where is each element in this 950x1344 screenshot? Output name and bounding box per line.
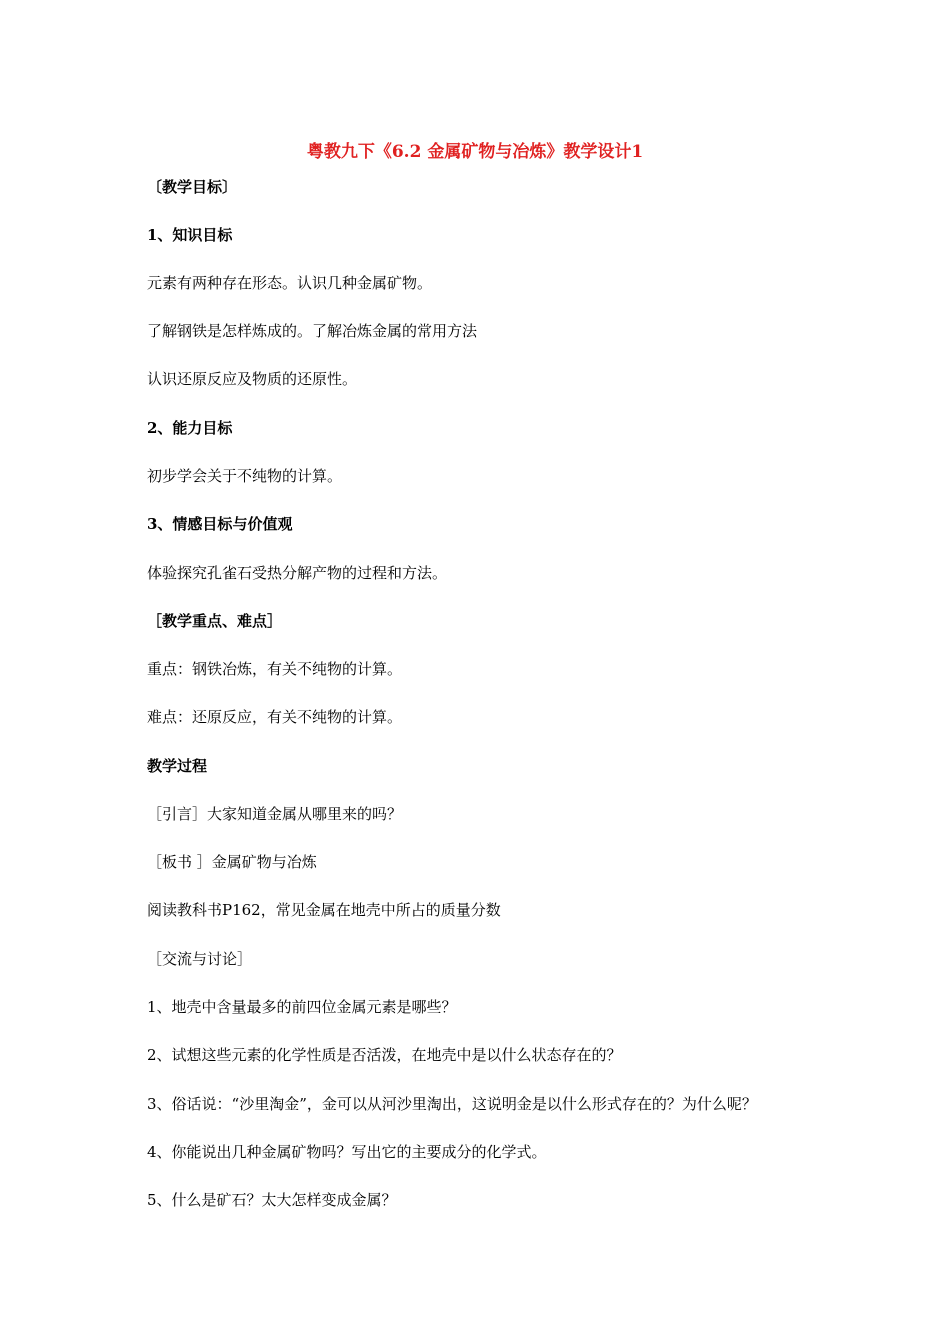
subheading-knowledge-goals: 1、知识目标 xyxy=(147,226,233,244)
paragraph-line: 认识还原反应及物质的还原性。 xyxy=(147,370,358,388)
question-item: 4、你能说出几种金属矿物吗？写出它的主要成分的化学式。 xyxy=(147,1143,547,1161)
paragraph-line: 重点：钢铁冶炼，有关不纯物的计算。 xyxy=(147,660,403,678)
paragraph-line: 难点：还原反应，有关不纯物的计算。 xyxy=(147,708,403,726)
section-heading-process: 教学过程 xyxy=(147,757,208,775)
paragraph-line: 体验探究孔雀石受热分解产物的过程和方法。 xyxy=(147,564,448,582)
paragraph-line: 了解钢铁是怎样炼成的。了解冶炼金属的常用方法 xyxy=(147,322,478,340)
question-item: 2、试想这些元素的化学性质是否活泼，在地壳中是以什么状态存在的？ xyxy=(147,1046,622,1064)
paragraph-line: 阅读教科书P162，常见金属在地壳中所占的质量分数 xyxy=(147,901,501,919)
section-heading-key-points: ［教学重点、难点］ xyxy=(147,612,283,630)
subheading-emotion-goals: 3、情感目标与价值观 xyxy=(147,515,293,533)
document-title: 粤教九下《6.2 金属矿物与冶炼》教学设计1 xyxy=(306,142,644,162)
section-heading-objectives: 〔教学目标〕 xyxy=(147,178,238,196)
paragraph-line: 元素有两种存在形态。认识几种金属矿物。 xyxy=(147,274,433,292)
question-item: 3、俗话说：“沙里淘金”，金可以从河沙里淘出，这说明金是以什么形式存在的？为什么呢？ xyxy=(147,1095,757,1113)
subheading-ability-goals: 2、能力目标 xyxy=(147,419,233,437)
question-item: 1、地壳中含量最多的前四位金属元素是哪些？ xyxy=(147,998,457,1016)
paragraph-line: 初步学会关于不纯物的计算。 xyxy=(147,467,343,485)
paragraph-line: ［交流与讨论］ xyxy=(147,950,253,968)
paragraph-line: ［板书 ］金属矿物与冶炼 xyxy=(147,853,317,871)
question-item: 5、什么是矿石？太大怎样变成金属？ xyxy=(147,1191,397,1209)
paragraph-line: ［引言］大家知道金属从哪里来的吗？ xyxy=(147,805,403,823)
